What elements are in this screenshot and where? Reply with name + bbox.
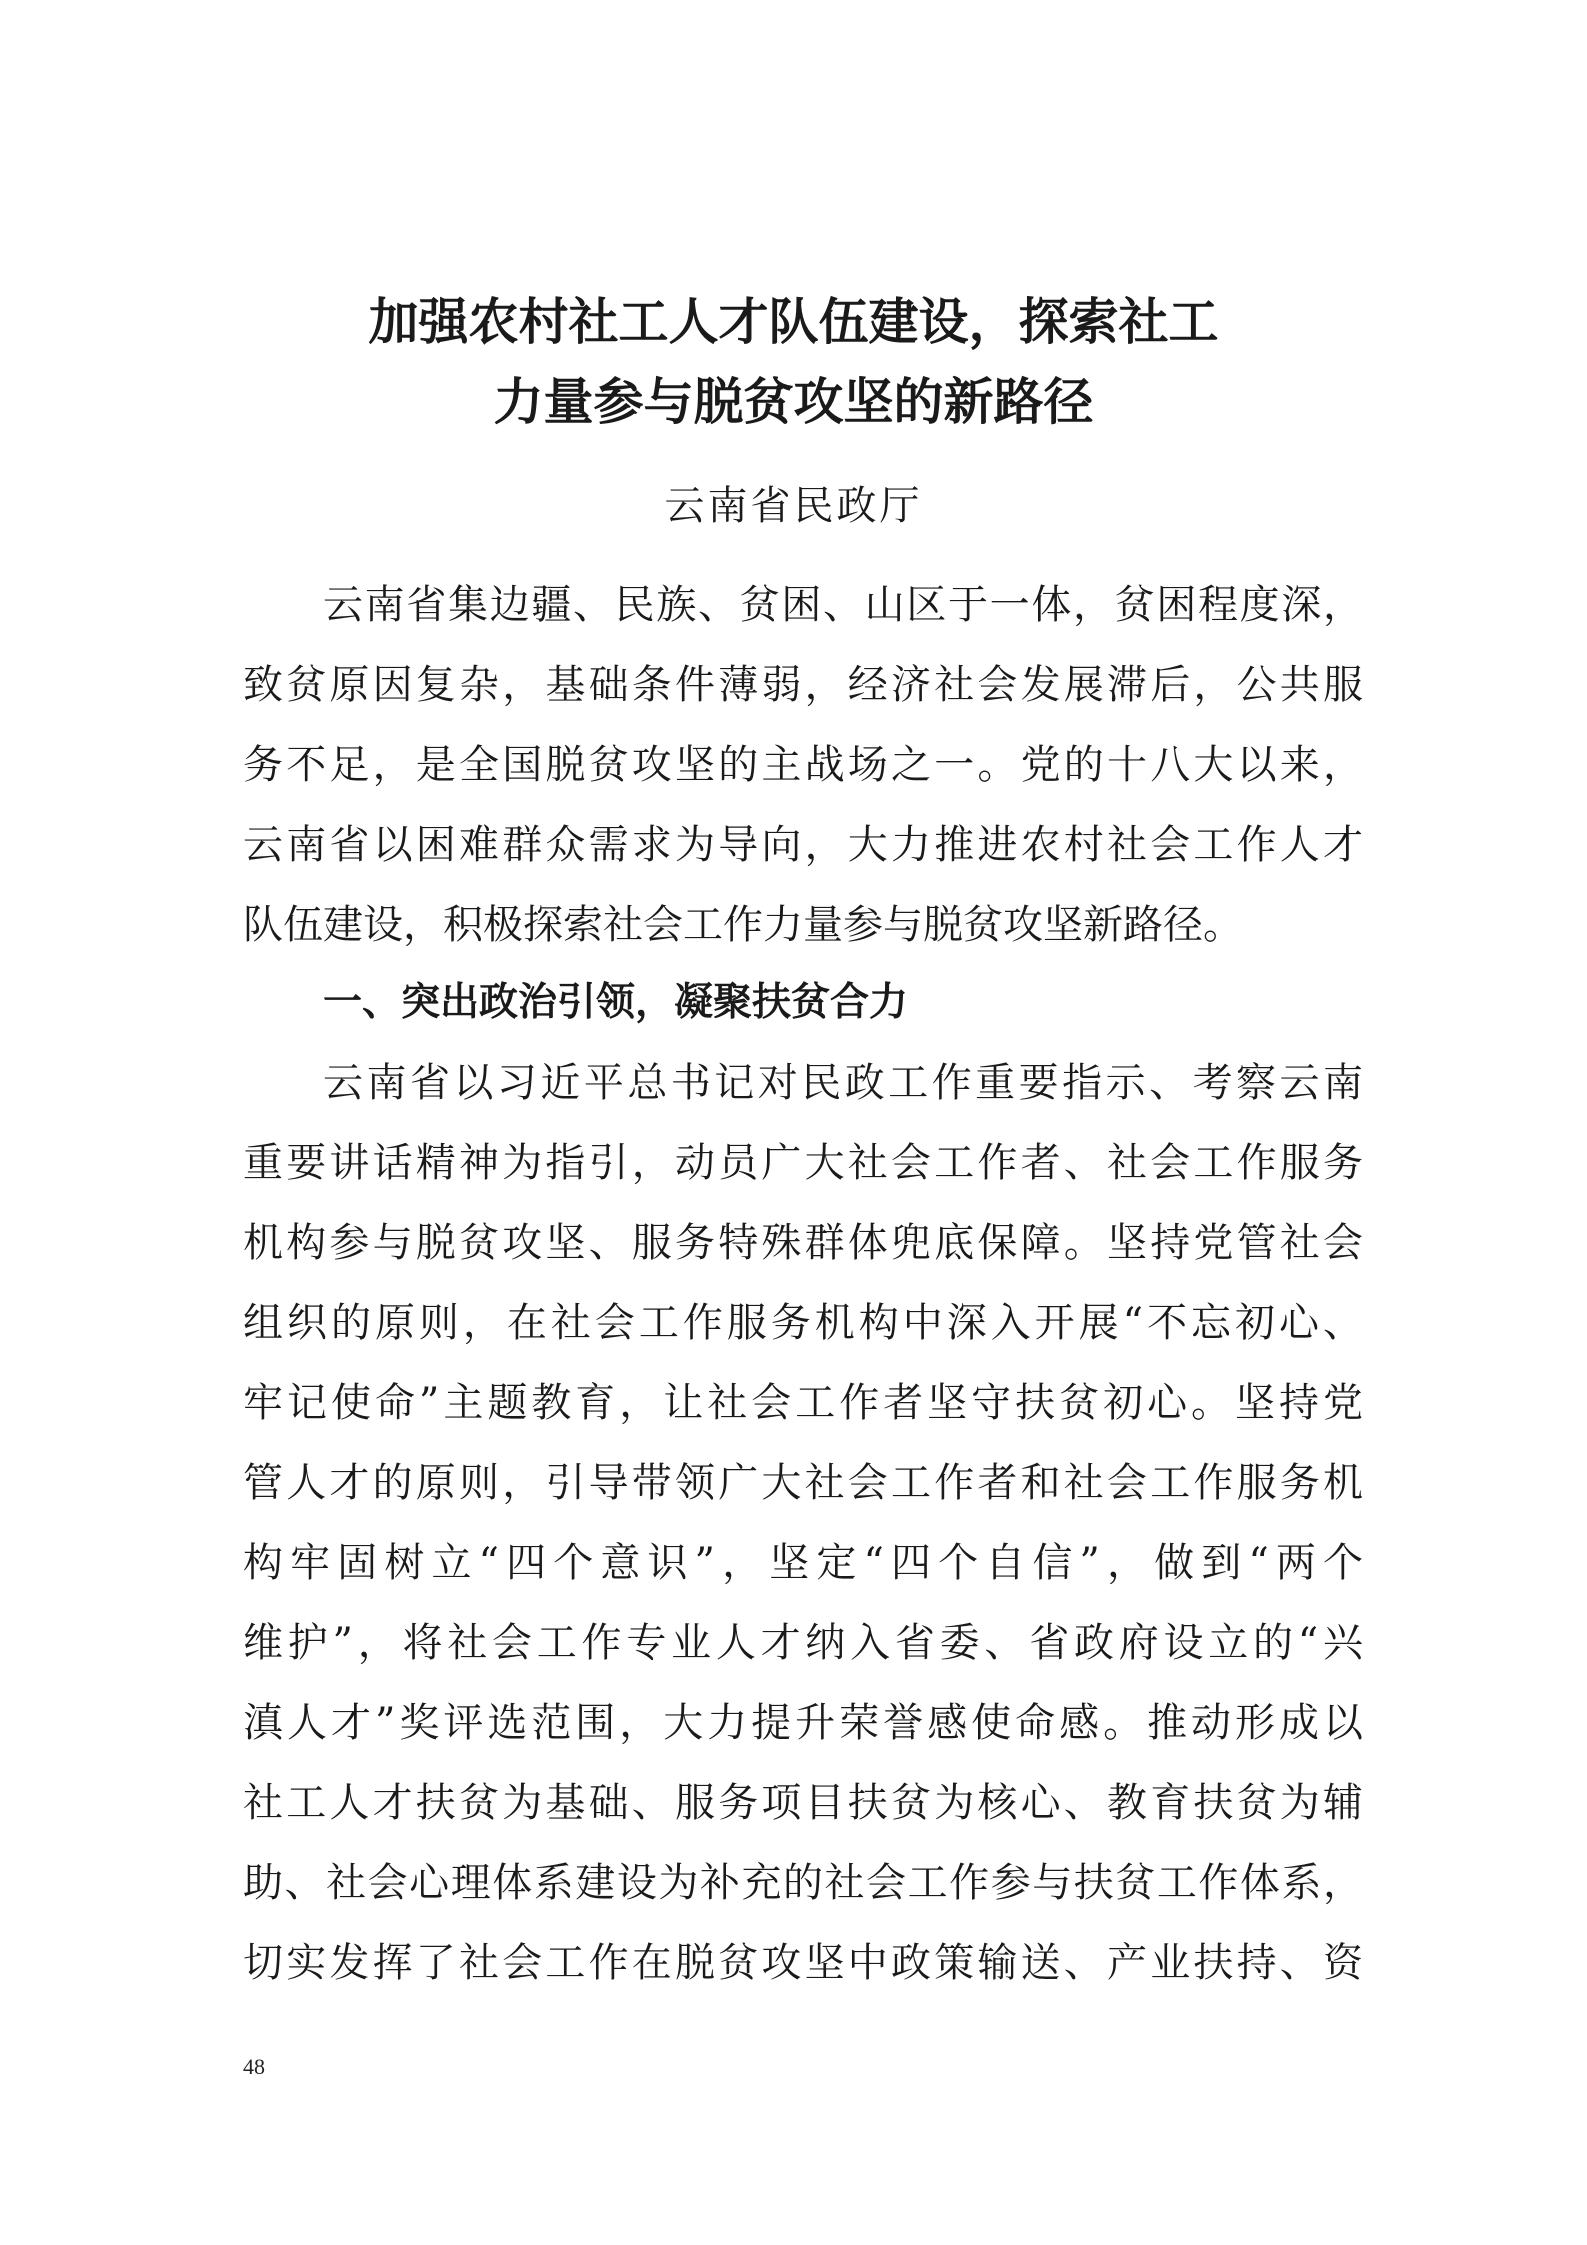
paragraph-line: 管人才的原则，引导带领广大社会工作者和社会工作服务机: [243, 1460, 1363, 1506]
paragraph-line: 云南省集边疆、民族、贫困、山区于一体，贫困程度深，: [323, 582, 1363, 628]
paragraph-line: 切实发挥了社会工作在脱贫攻坚中政策输送、产业扶持、资: [243, 1940, 1363, 1986]
paragraph-line: 务不足，是全国脱贫攻坚的主战场之一。党的十八大以来，: [243, 742, 1363, 788]
paragraph-line: 社工人才扶贫为基础、服务项目扶贫为核心、教育扶贫为辅: [243, 1780, 1363, 1826]
paragraph-line: 机构参与脱贫攻坚、服务特殊群体兜底保障。坚持党管社会: [243, 1220, 1363, 1266]
paragraph-line: 构牢固树立“四个意识”，坚定“四个自信”，做到“两个: [243, 1540, 1363, 1586]
paragraph-line: 维护”，将社会工作专业人才纳入省委、省政府设立的“兴: [243, 1620, 1363, 1666]
section-heading: 一、突出政治引领，凝聚扶贫合力: [323, 980, 909, 1025]
paragraph-line: 组织的原则，在社会工作服务机构中深入开展“不忘初心、: [243, 1300, 1363, 1346]
paragraph-line: 牢记使命”主题教育，让社会工作者坚守扶贫初心。坚持党: [243, 1380, 1363, 1426]
paragraph-line: 助、社会心理体系建设为补充的社会工作参与扶贫工作体系，: [243, 1860, 1363, 1906]
page-number: 48: [243, 2054, 265, 2079]
paragraph-line: 云南省以习近平总书记对民政工作重要指示、考察云南: [323, 1060, 1363, 1106]
paragraph-line: 重要讲话精神为指引，动员广大社会工作者、社会工作服务: [243, 1140, 1363, 1186]
article-title-line-2: 力量参与脱贫攻坚的新路径: [493, 372, 1094, 431]
paragraph-line: 滇人才”奖评选范围，大力提升荣誉感使命感。推动形成以: [243, 1700, 1363, 1746]
paragraph-line: 队伍建设，积极探索社会工作力量参与脱贫攻坚新路径。: [243, 902, 1243, 948]
paragraph-line: 云南省以困难群众需求为导向，大力推进农村社会工作人才: [243, 822, 1363, 868]
author-byline: 云南省民政厅: [664, 483, 923, 529]
article-title-line-1: 加强农村社工人才队伍建设，探索社工: [368, 292, 1219, 351]
paragraph-line: 致贫原因复杂，基础条件薄弱，经济社会发展滞后，公共服: [243, 662, 1363, 708]
